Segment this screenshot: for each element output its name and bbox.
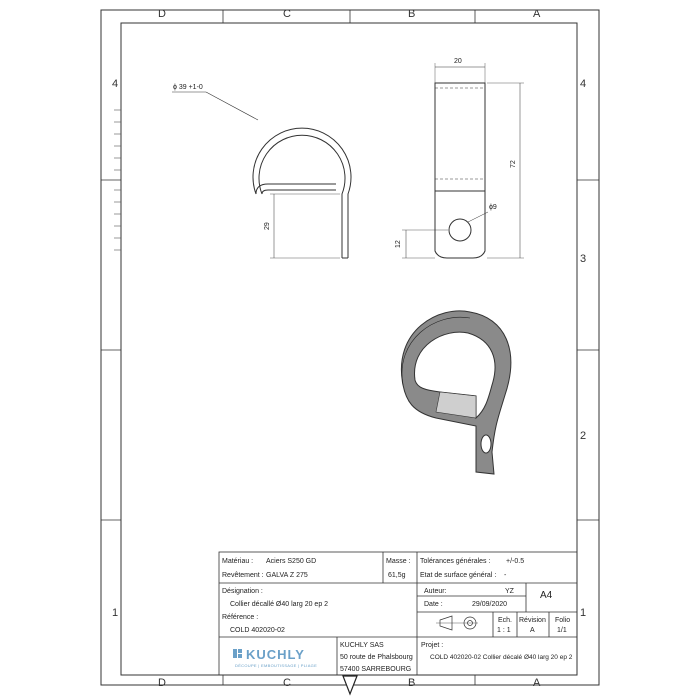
ech-label: Ech. — [498, 617, 513, 624]
materiau-label: Matériau : — [222, 558, 254, 565]
auteur-value: YZ — [505, 588, 514, 595]
sheet-format: A4 — [540, 590, 553, 601]
revetement-label: Revêtement : — [222, 572, 264, 579]
company-name: KUCHLY SAS — [340, 642, 384, 649]
col-label-d-bottom: D — [158, 677, 166, 689]
row-label-4: 4 — [580, 78, 587, 90]
col-label-a: A — [533, 8, 541, 20]
row-label-4-left: 4 — [112, 78, 119, 90]
logo-tagline: DÉCOUPE | EMBOUTISSAGE | PLIAGE — [235, 663, 318, 668]
logo-text: KUCHLY — [246, 647, 305, 662]
tolerances-label: Tolérances générales : — [420, 558, 491, 565]
projet-value: COLD 402020-02 Collier décalé Ø40 larg 20 ep 2 — [430, 654, 573, 661]
dim-hole: ϕ9 — [489, 204, 497, 211]
designation-label: Désignation : — [222, 588, 263, 595]
dim-height: 72 — [510, 160, 517, 168]
date-value: 29/09/2020 — [472, 601, 508, 608]
dim-leg: 29 — [264, 222, 271, 230]
revision-label: Révision — [519, 617, 546, 624]
row-label-1-left: 1 — [112, 607, 119, 619]
front-view — [172, 92, 351, 258]
revision-value: A — [530, 627, 535, 634]
ech-value: 1 : 1 — [497, 627, 511, 634]
masse-label: Masse : — [386, 558, 411, 565]
materiau-value: Aciers S250 GD — [266, 558, 317, 565]
row-label-3: 3 — [580, 253, 587, 265]
folio-value: 1/1 — [557, 627, 567, 634]
company-address-2: 57400 SARREBOURG — [340, 666, 412, 673]
col-label-d: D — [158, 8, 166, 20]
row-label-1: 1 — [580, 607, 587, 619]
row-label-2: 2 — [580, 430, 587, 442]
revetement-value: GALVA Z 275 — [266, 572, 308, 579]
date-label: Date : — [424, 601, 443, 608]
frame-ticks — [101, 10, 599, 685]
projet-label: Projet : — [421, 642, 444, 649]
dim-ring-diameter: ϕ 39 +1-0 — [173, 84, 203, 91]
outer-frame — [101, 10, 599, 685]
col-label-c: C — [283, 8, 291, 20]
side-view — [402, 63, 524, 258]
tolerances-value: +/-0.5 — [506, 558, 525, 565]
masse-value: 61,5g — [388, 572, 406, 579]
col-label-b-bottom: B — [408, 677, 416, 689]
col-label-a-bottom: A — [533, 677, 541, 689]
etat-value: - — [504, 572, 507, 579]
company-address-1: 50 route de Phalsbourg — [340, 654, 413, 661]
dim-width: 20 — [454, 58, 462, 65]
reference-value: COLD 402020-02 — [230, 627, 285, 634]
etat-label: Etat de surface général : — [420, 572, 497, 579]
logo-mark — [233, 649, 242, 658]
auteur-label: Auteur: — [424, 588, 447, 595]
col-label-c-bottom: C — [283, 677, 291, 689]
dim-hole-offset: 12 — [395, 240, 402, 248]
folio-label: Folio — [555, 617, 571, 624]
isometric-view — [401, 311, 510, 474]
projection-symbol — [436, 616, 478, 630]
reference-label: Référence : — [222, 614, 259, 621]
designation-value: Collier décallé Ø40 larg 20 ep 2 — [230, 601, 329, 608]
col-label-b: B — [408, 8, 416, 20]
